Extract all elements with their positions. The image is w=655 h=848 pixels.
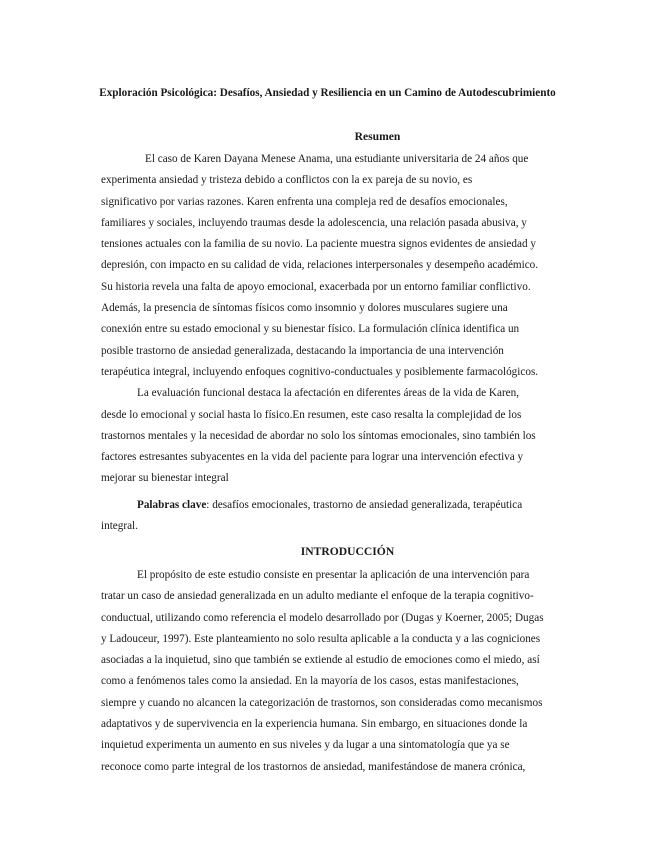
keywords-line [101, 495, 561, 516]
introduction-line: tratar un caso de ansiedad generalizada en un adulto mediante el enfoque de la terapia cognitivo- [101, 590, 534, 603]
keywords-line-2: integral. [101, 520, 138, 533]
abstract-line: terapéutica integral, incluyendo enfoques cognitivo-conductuales y posiblemente farmacológicos. [101, 365, 539, 378]
introduction-line: asociadas a la inquietud, sino que también se extiende al estudio de emociones como el miedo, así [101, 654, 540, 667]
abstract-line: experimenta ansiedad y tristeza debido a conflictos con la ex pareja de su novio, es [101, 174, 473, 187]
introduction-line: adaptativos y de supervivencia en la experiencia humana. Sin embargo, en situaciones donde la [101, 718, 528, 731]
document-title: Exploración Psicológica: Desafíos, Ansiedad y Resiliencia en un Camino de Autodescubrimiento [99, 87, 556, 99]
introduction-line: como a fenómenos tales como la ansiedad. En la mayoría de los casos, estas manifestaciones, [101, 675, 519, 688]
introduction-line: El propósito de este estudio consiste en presentar la aplicación de una intervención para [137, 569, 530, 581]
abstract-heading: Resumen [354, 130, 401, 143]
abstract-line: significativo por varias razones. Karen enfrenta una compleja red de desafíos emocionales, [101, 195, 508, 208]
abstract-line: La evaluación funcional destaca la afectación en diferentes áreas de la vida de Karen, [137, 387, 520, 400]
introduction-line: siempre y cuando no alcancen la categorización de trastornos, son consideradas como mecanismos [101, 696, 543, 709]
abstract-line: tensiones actuales con la familia de su novio. La paciente muestra signos evidentes de ansiedad y [101, 238, 536, 251]
abstract-body [101, 149, 561, 490]
abstract-line: factores estresantes subyacentes en la vida del paciente para lograr una intervención efectiva y [101, 451, 524, 464]
abstract-line: conexión entre su estado emocional y su bienestar físico. La formulación clínica identifica un [101, 323, 520, 336]
introduction-line: y Ladouceur, 1997). Este planteamiento no solo resulta aplicable a la conducta y a las cogniciones [101, 632, 541, 645]
abstract-line: posible trastorno de ansiedad generalizada, destacando la importancia de una intervención [101, 344, 504, 357]
introduction-line: conductual, utilizando como referencia el modelo desarrollado por (Dugas y Koerner, 2005; Dugas [101, 611, 544, 624]
abstract-line: depresión, con impacto en su calidad de vida, relaciones interpersonales y desempeño académico. [101, 259, 539, 272]
abstract-line: mejorar su bienestar integral [101, 472, 229, 485]
keywords-label: Palabras clave [137, 499, 207, 511]
abstract-line: familiares y sociales, incluyendo traumas desde la adolescencia, una relación pasada abusiva, y [101, 216, 527, 229]
abstract-line: desde lo emocional y social hasta lo físico.En resumen, este caso resalta la complejidad de los [101, 408, 522, 421]
introduction-body [101, 565, 561, 778]
abstract-line: El caso de Karen Dayana Menese Anama, una estudiante universitaria de 24 años que [145, 153, 529, 165]
abstract-line: Además, la presencia de síntomas físicos como insomnio y dolores musculares sugiere una [101, 302, 508, 315]
keywords-section [101, 495, 561, 538]
introduction-line: inquietud experimenta un aumento en sus niveles y da lugar a una sintomatología que ya se [101, 739, 510, 752]
introduction-line: reconoce como parte integral de los trastornos de ansiedad, manifestándose de manera crónica, [101, 760, 526, 773]
abstract-line: Su historia revela una falta de apoyo emocional, exacerbada por un entorno familiar conflictivo. [101, 280, 531, 293]
keywords-list: : desafíos emocionales, trastorno de ansiedad generalizada, terapéutica [206, 499, 523, 511]
introduction-heading: INTRODUCCIÓN [300, 545, 395, 558]
abstract-line: trastornos mentales y la necesidad de abordar no solo los síntomas emocionales, sino también los [101, 429, 536, 442]
